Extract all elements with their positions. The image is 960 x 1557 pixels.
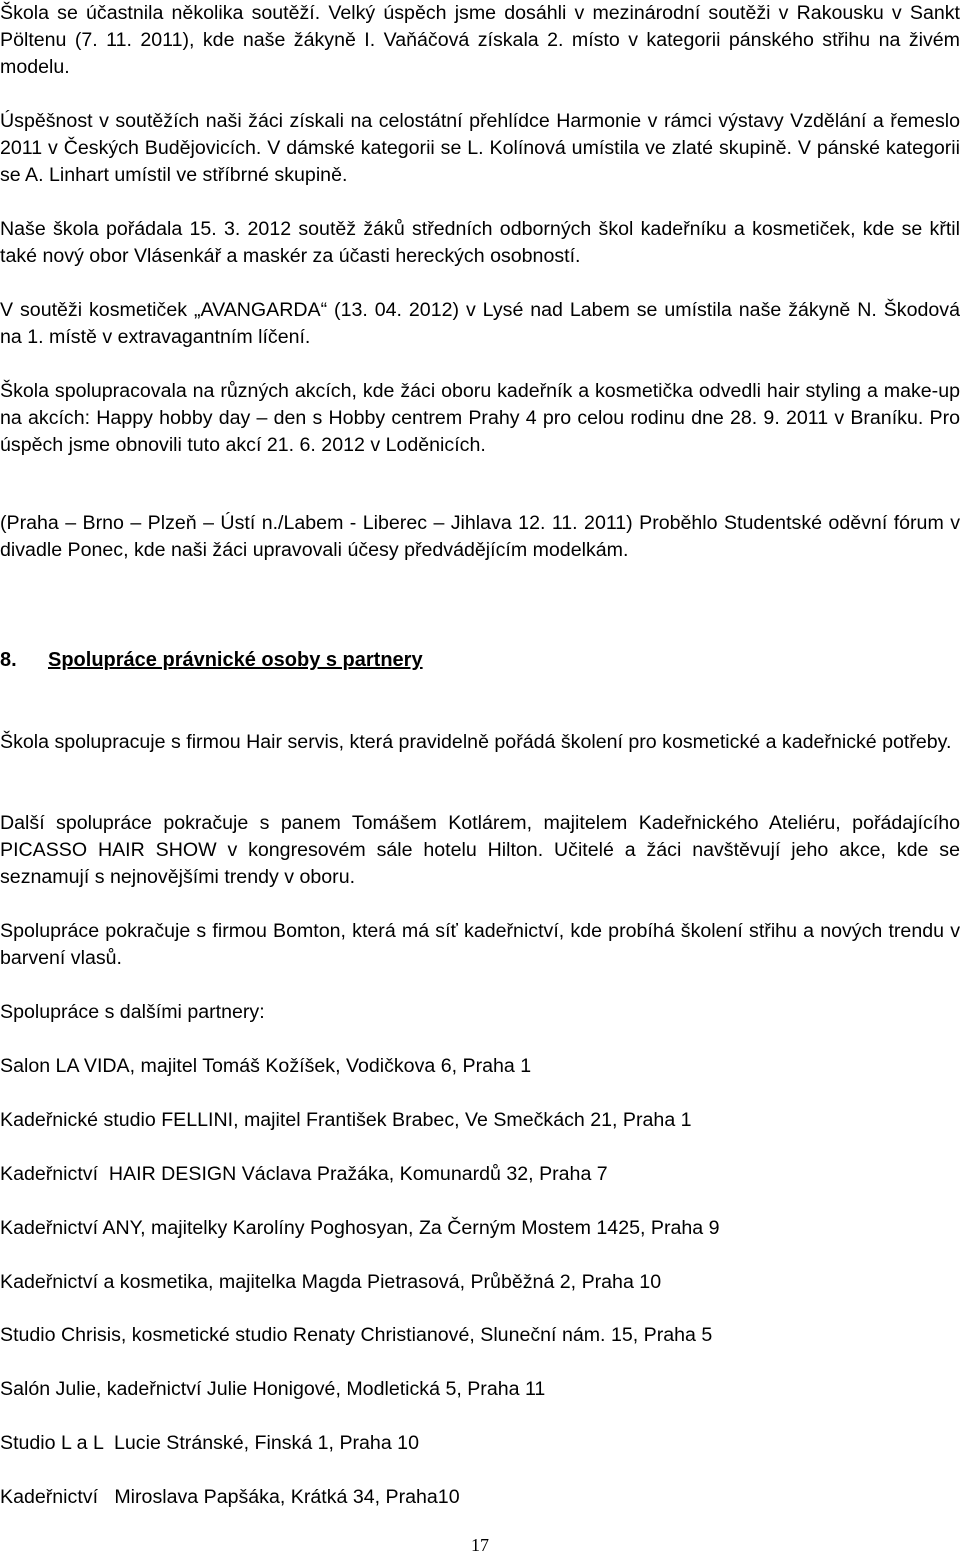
- partner-item: Kadeřnictví Miroslava Papšáka, Krátká 34, Praha10: [0, 1486, 460, 1508]
- paragraph-other-partners: Spolupráce s dalšími partnery:: [0, 1001, 265, 1023]
- partner-item: Kadeřnictví a kosmetika, majitelka Magda Pietrasová, Průběžná 2, Praha 10: [0, 1271, 662, 1293]
- section-number: 8.: [0, 649, 17, 671]
- partner-item: Salon LA VIDA, majitel Tomáš Kožíšek, Vodičkova 6, Praha 1: [0, 1055, 532, 1077]
- paragraph-events: Škola spolupracovala na různých akcích, kde žáci oboru kadeřník a kosmetička odvedli hair styling a make-up na akcích: Happy hobby day – den s Hobby centrem Prahy 4 pro celou rodinu dne 28. 9. 2011 v Braníku. Pro úspěch jsme obnovili tuto akcí 21. 6. 2012 v Loděnicích.: [0, 380, 960, 456]
- page-number: 17: [471, 1535, 489, 1555]
- partner-item: Salón Julie, kadeřnictví Julie Honigové, Modletická 5, Praha 11: [0, 1378, 546, 1400]
- partner-item: Studio L a L Lucie Stránské, Finská 1, Praha 10: [0, 1432, 419, 1454]
- partner-item: Kadeřnictví HAIR DESIGN Václava Pražáka, Komunardů 32, Praha 7: [0, 1163, 608, 1185]
- paragraph-bomton: Spolupráce pokračuje s firmou Bomton, která má síť kadeřnictví, kde probíhá školení střihu a nových trendu v barvení vlasů.: [0, 920, 960, 969]
- partner-item: Kadeřnictví ANY, majitelky Karolíny Poghosyan, Za Černým Mostem 1425, Praha 9: [0, 1217, 720, 1239]
- partner-item: Studio Chrisis, kosmetické studio Renaty Christianové, Sluneční nám. 15, Praha 5: [0, 1324, 713, 1346]
- paragraph-fashion-forum: (Praha – Brno – Plzeň – Ústí n./Labem - Liberec – Jihlava 12. 11. 2011) Proběhlo Studentské oděvní fórum v divadle Ponec, kde naši žáci upravovali účesy předvádějícím modelkám.: [0, 512, 960, 561]
- partner-item: Kadeřnické studio FELLINI, majitel František Brabec, Ve Smečkách 21, Praha 1: [0, 1109, 692, 1131]
- paragraph-harmonie-results: Úspěšnost v soutěžích naši žáci získali na celostátní přehlídce Harmonie v rámci výstavy Vzdělání a řemeslo 2011 v Českých Budějovicích. V dámské kategorii se L. Kolínová umístila ve zlaté skupině. V pánské kategorii se A. Linhart umístil ve stříbrné skupině.: [0, 110, 960, 186]
- section-heading: [0, 647, 423, 674]
- paragraph-kotlar: Další spolupráce pokračuje s panem Tomášem Kotlárem, majitelem Kadeřnického Ateliéru, pořádajícího PICASSO HAIR SHOW v kongresovém sále hotelu Hilton. Učitelé a žáci navštěvují jeho akce, kde se seznamují s nejnovějšími trendy v oboru.: [0, 812, 960, 888]
- paragraph-hair-servis: Škola spolupracuje s firmou Hair servis, která pravidelně pořádá školení pro kosmetické a kadeřnické potřeby.: [0, 731, 952, 753]
- paragraph-avangarda: V soutěži kosmetiček „AVANGARDA“ (13. 04. 2012) v Lysé nad Labem se umístila naše žákyně N. Škodová na 1. místě v extravagantním líčení.: [0, 299, 960, 348]
- paragraph-school-competition: Naše škola pořádala 15. 3. 2012 soutěž žáků středních odborných škol kadeřníku a kosmetiček, kde se křtil také nový obor Vlásenkář a maskér za účasti hereckých osobností.: [0, 218, 960, 267]
- section-title: Spolupráce právnické osoby s partnery: [48, 649, 423, 671]
- paragraph-competitions-intro: Škola se účastnila několika soutěží. Velký úspěch jsme dosáhli v mezinárodní soutěži v Rakousku v Sankt Pöltenu (7. 11. 2011), kde naše žákyně I. Vaňáčová získala 2. místo v kategorii pánského střihu na živém modelu.: [0, 2, 960, 78]
